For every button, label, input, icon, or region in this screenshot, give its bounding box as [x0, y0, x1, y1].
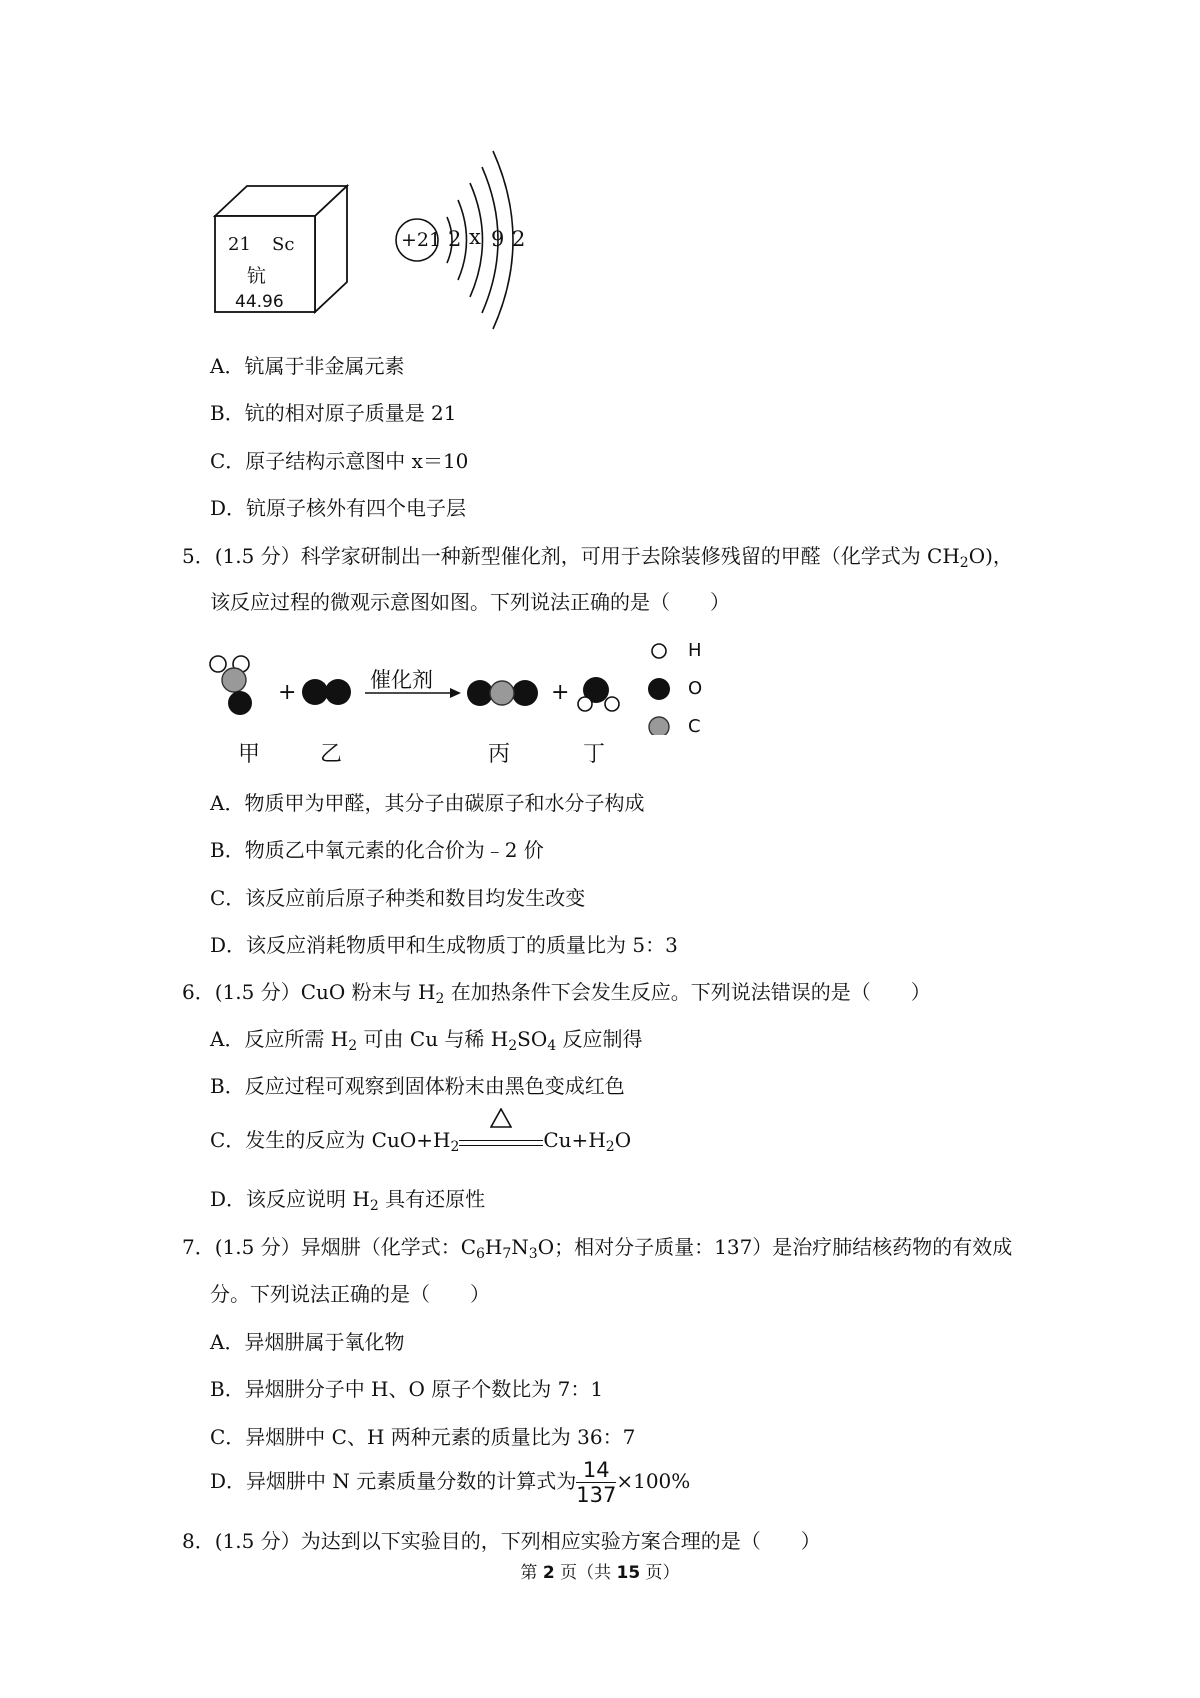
q5-option-d: D．该反应消耗物质甲和生成物质丁的质量比为 5：3: [210, 933, 678, 957]
label-jia: 甲: [238, 742, 261, 767]
q6-option-a: A．反应所需 $H_2$ 可由 Cu 与稀 $H_2SO_4$ 反应制得: [210, 1027, 643, 1054]
q6-option-c: C．发生的反应为 $CuO+H_2$ $Cu+H_2O$: [210, 1124, 631, 1153]
q6-option-d: D．该反应说明 $H_2$ 具有还原性: [210, 1187, 486, 1214]
page-footer: 第 2 页（共 15 页）: [520, 1563, 680, 1583]
q4-option-c: C．原子结构示意图中 x＝10: [210, 449, 469, 473]
q5-stem-line1: 5．(1.5 分）科学家研制出一种新型催化剂，可用于去除装修残留的甲醛（化学式为 $CH_2O$)，: [182, 544, 1013, 571]
q7-stem-line1: 7．(1.5 分）异烟肼（化学式：$C_6H_7N_3O$；相对分子质量：137）是治疗肺结核药物的有效成: [182, 1235, 1013, 1262]
legend-c: C: [688, 716, 701, 737]
plus-sign-2: +: [551, 680, 570, 705]
q5-option-a: A．物质甲为甲醛，其分子由碳原子和水分子构成: [210, 791, 645, 815]
q8-stem: 8．(1.5 分）为达到以下实验目的，下列相应实验方案合理的是（ ）: [182, 1529, 821, 1553]
q7-stem-line2: 分。下列说法正确的是（ ）: [210, 1282, 490, 1306]
nucleus-charge: +21: [401, 229, 442, 251]
q6-stem: 6．(1.5 分）CuO 粉末与 $H_2$ 在加热条件下会发生反应。下列说法错误的是（ ）: [182, 980, 931, 1007]
q5-stem-line2: 该反应过程的微观示意图如图。下列说法正确的是（ ）: [210, 590, 730, 614]
element-name: 钪: [247, 265, 267, 287]
q5-option-c: C．该反应前后原子种类和数目均发生改变: [210, 886, 586, 910]
element-number: 21: [228, 234, 251, 255]
q4-option-a: A．钪属于非金属元素: [210, 354, 405, 378]
q4-option-d: D．钪原子核外有四个电子层: [210, 496, 467, 520]
legend-h: H: [688, 640, 702, 661]
heating-equals-sign: [459, 1132, 543, 1152]
legend-o: O: [688, 678, 703, 699]
q4-option-b: B．钪的相对原子质量是 21: [210, 401, 457, 425]
q7-option-c: C．异烟肼中 C、H 两种元素的质量比为 36：7: [210, 1425, 636, 1449]
shell-3-count: 9: [491, 227, 505, 251]
q5-option-b: B．物质乙中氧元素的化合价为﹣2 价: [210, 838, 544, 862]
q6-option-b: B．反应过程可观察到固体粉末由黑色变成红色: [210, 1074, 625, 1098]
catalyst-label: 催化剂: [370, 668, 433, 692]
label-ding: 丁: [583, 742, 606, 767]
mass-fraction: $\frac{14}{137}$: [576, 1458, 617, 1507]
q7-option-d: D．异烟肼中 N 元素质量分数的计算式为 $\frac{14}{137}$ ×100%: [210, 1458, 691, 1507]
element-mass: 44.96: [235, 292, 284, 312]
q7-option-b: B．异烟肼分子中 H、O 原子个数比为 7：1: [210, 1377, 604, 1401]
shell-1-count: 2: [448, 227, 462, 251]
page-number: 2: [542, 1563, 555, 1583]
element-symbol: Sc: [272, 234, 295, 255]
shell-4-count: 2: [512, 227, 526, 251]
shell-2-count: x: [469, 225, 481, 249]
q7-option-a: A．异烟肼属于氧化物: [210, 1330, 405, 1354]
plus-sign-1: +: [278, 680, 297, 705]
label-yi: 乙: [320, 742, 343, 767]
label-bing: 丙: [488, 742, 511, 767]
total-pages: 15: [616, 1563, 641, 1583]
